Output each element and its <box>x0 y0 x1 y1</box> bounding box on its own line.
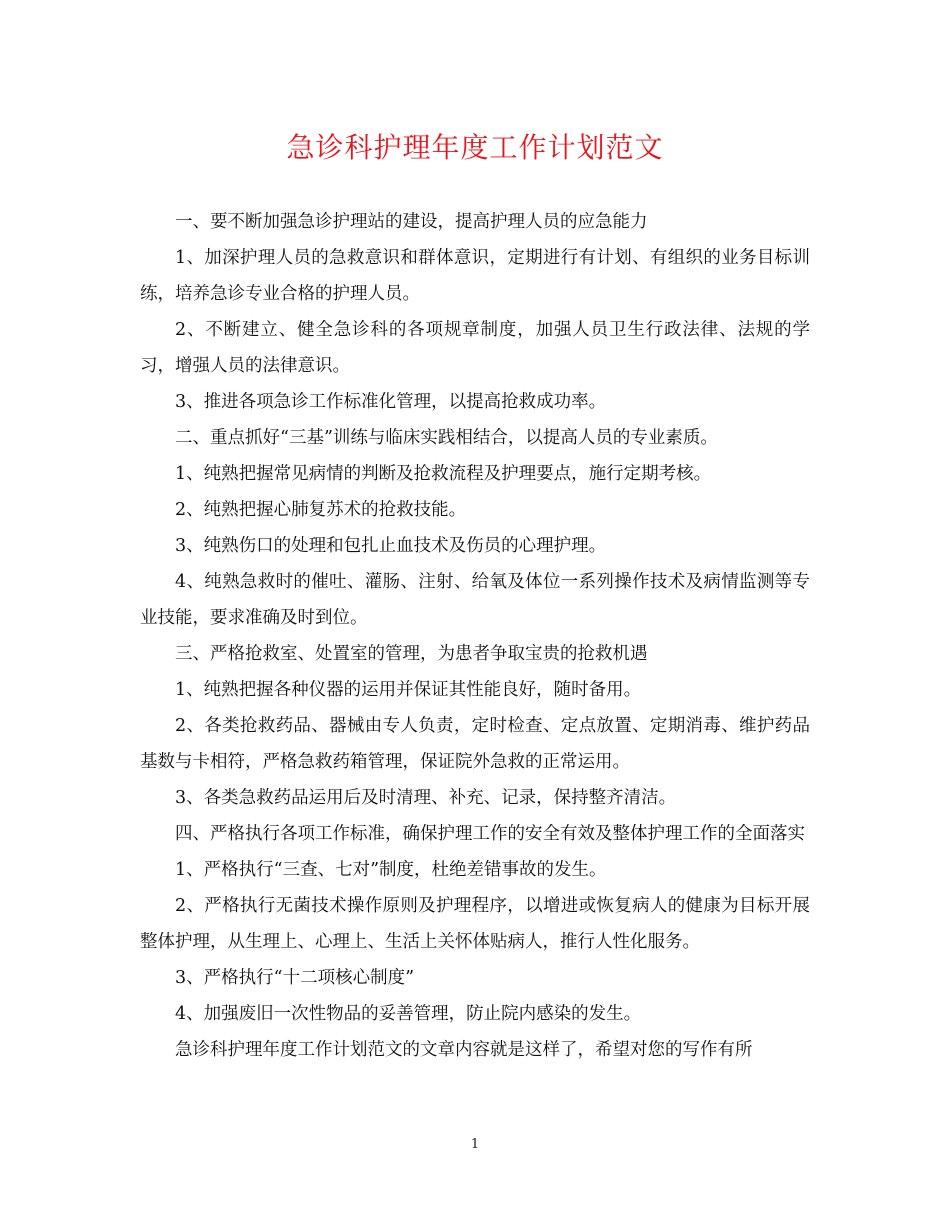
paragraph: 1、纯熟把握常见病情的判断及抢救流程及护理要点，施行定期考核。 <box>175 464 712 484</box>
document-body <box>140 204 810 1068</box>
paragraph: 3、纯熟伤口的处理和包扎止血技术及伤员的心理护理。 <box>175 536 607 556</box>
paragraph: 3、严格执行“十二项核心制度” <box>175 968 415 988</box>
page-number: 1 <box>470 1137 480 1152</box>
paragraph: 急诊科护理年度工作计划范文的文章内容就是这样了，希望对您的写作有所 <box>175 1040 753 1060</box>
paragraph: 1、严格执行“三查、七对”制度，杜绝差错事故的发生。 <box>175 860 607 880</box>
paragraph: 1、加深护理人员的急救意识和群体意识，定期进行有计划、有组织的业务目标训练，培养急诊专业合格的护理人员。 <box>140 248 810 304</box>
paragraph: 4、加强废旧一次性物品的妥善管理，防止院内感染的发生。 <box>175 1004 642 1024</box>
paragraph: 2、严格执行无菌技术操作原则及护理程序，以增进或恢复病人的健康为目标开展整体护理，从生理上、心理上、生活上关怀体贴病人，推行人性化服务。 <box>140 896 810 952</box>
paragraph: 一、要不断加强急诊护理站的建设，提高护理人员的应急能力 <box>175 212 648 232</box>
paragraph: 3、推进各项急诊工作标准化管理，以提高抢救成功率。 <box>175 392 607 412</box>
paragraph: 2、不断建立、健全急诊科的各项规章制度，加强人员卫生行政法律、法规的学习，增强人员的法律意识。 <box>140 320 810 376</box>
paragraph: 四、严格执行各项工作标准，确保护理工作的安全有效及整体护理工作的全面落实 <box>175 824 805 844</box>
paragraph: 4、纯熟急救时的催吐、灌肠、注射、给氧及体位一系列操作技术及病情监测等专业技能，要求准确及时到位。 <box>140 572 810 628</box>
paragraph: 1、纯熟把握各种仪器的运用并保证其性能良好，随时备用。 <box>175 680 642 700</box>
document-title: 急诊科护理年度工作计划范文 <box>286 131 664 164</box>
paragraph: 3、各类急救药品运用后及时清理、补充、记录，保持整齐清洁。 <box>175 788 677 808</box>
paragraph: 2、各类抢救药品、器械由专人负责，定时检查、定点放置、定期消毒、维护药品基数与卡相符，严格急救药箱管理，保证院外急救的正常运用。 <box>140 716 810 772</box>
paragraph: 2、纯熟把握心肺复苏术的抢救技能。 <box>175 500 467 520</box>
paragraph: 三、严格抢救室、处置室的管理，为患者争取宝贵的抢救机遇 <box>175 644 648 664</box>
paragraph: 二、重点抓好“三基”训练与临床实践相结合，以提高人员的专业素质。 <box>175 428 718 448</box>
